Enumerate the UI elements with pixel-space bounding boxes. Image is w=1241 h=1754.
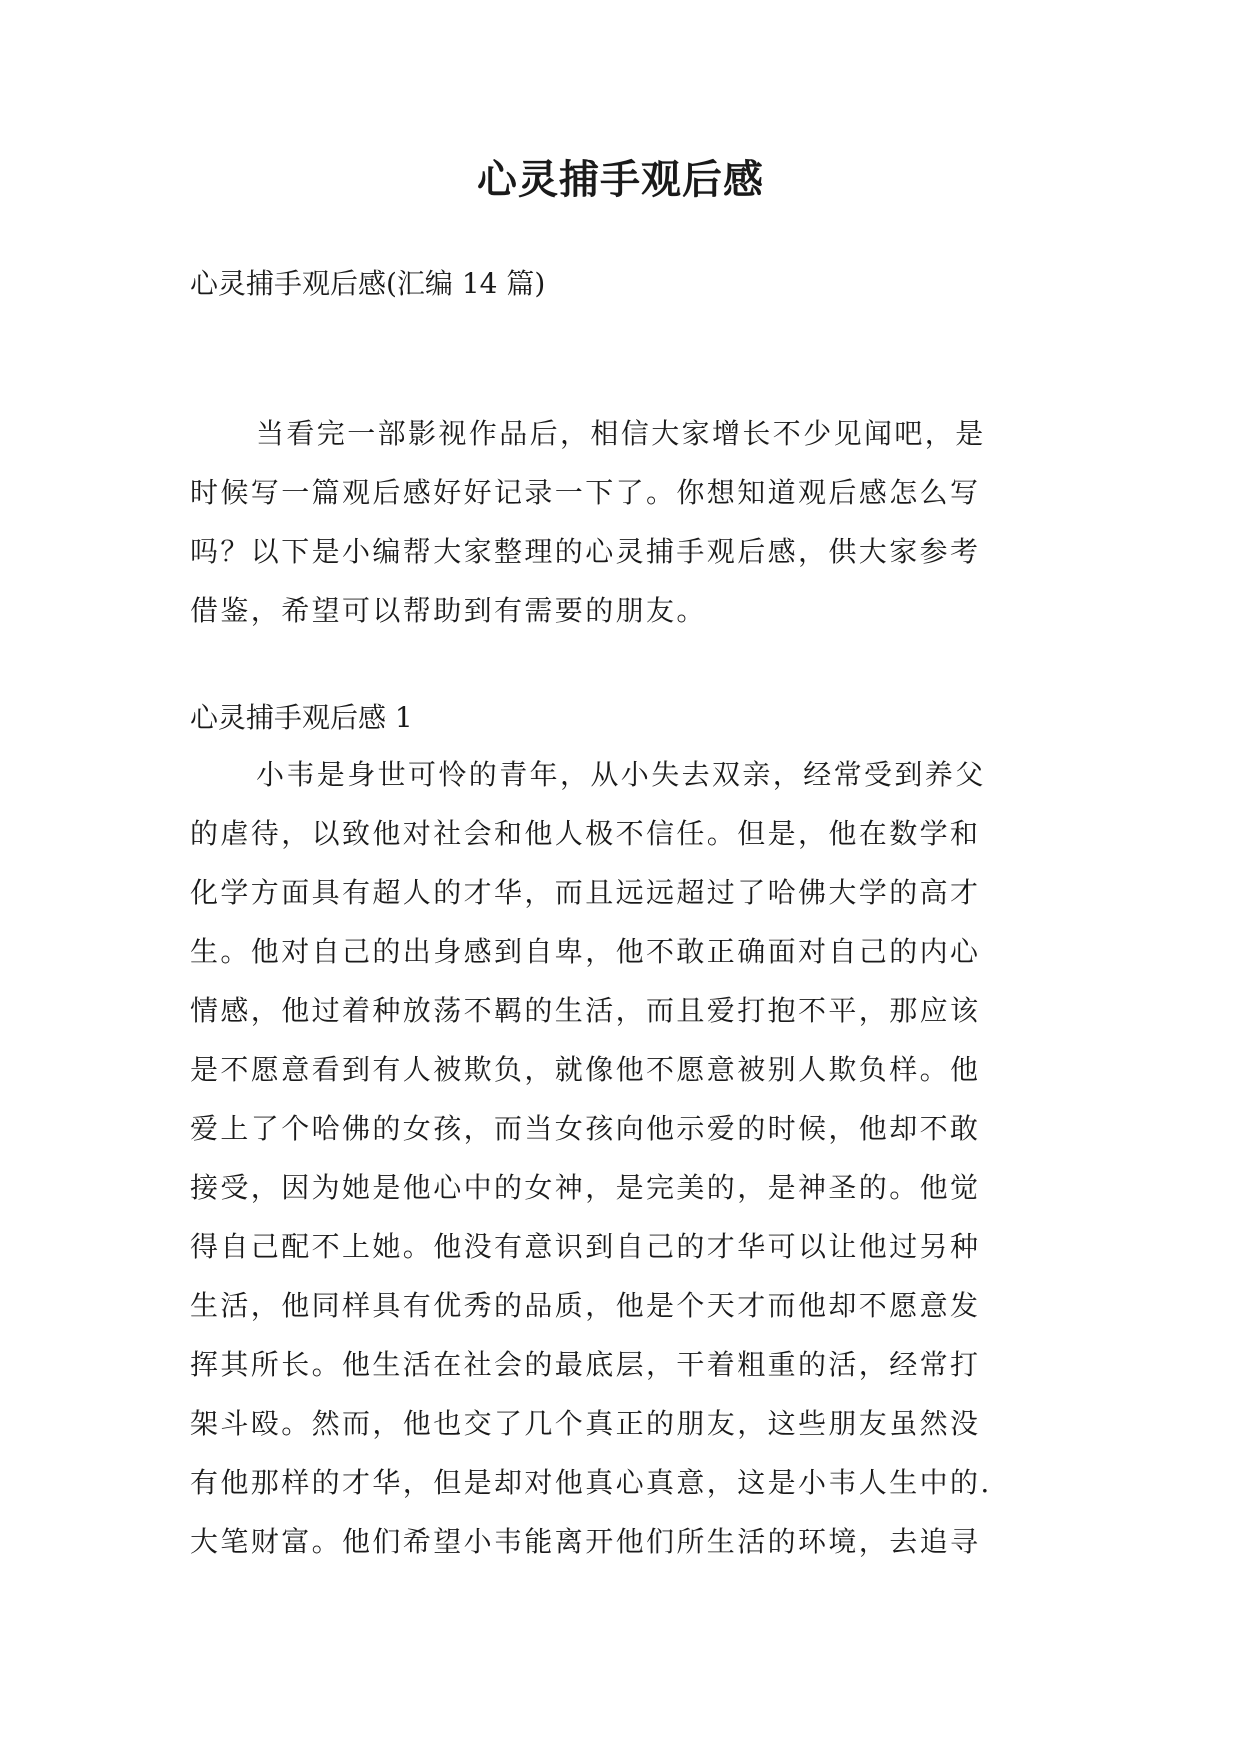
paragraph-line: 大笔财富。他们希望小韦能离开他们所生活的环境，去追寻 xyxy=(190,1525,981,1558)
paragraph-line: 借鉴，希望可以帮助到有需要的朋友。 xyxy=(190,594,707,627)
section-1-paragraph xyxy=(190,745,1060,1571)
paragraph-line: 生活，他同样具有优秀的品质，他是个天才而他却不愿意发 xyxy=(190,1289,981,1322)
paragraph-line: 当看完一部影视作品后，相信大家增长不少见闻吧，是 xyxy=(256,417,986,450)
paragraph-line: 爱上了个哈佛的女孩，而当女孩向他示爱的时候，他却不敢 xyxy=(190,1112,981,1145)
paragraph-line: 接受，因为她是他心中的女神，是完美的，是神圣的。他觉 xyxy=(190,1171,981,1204)
paragraph-line: 情感，他过着种放荡不羁的生活，而且爱打抱不平，那应该 xyxy=(190,994,981,1027)
section-heading: 心灵捕手观后感 1 xyxy=(190,701,413,734)
paragraph-line: 架斗殴。然而，他也交了几个真正的朋友，这些朋友虽然没 xyxy=(190,1407,981,1440)
intro-paragraph xyxy=(190,404,1060,640)
document-subtitle: 心灵捕手观后感(汇编 14 篇) xyxy=(190,267,546,300)
paragraph-line: 是不愿意看到有人被欺负，就像他不愿意被别人欺负样。他 xyxy=(190,1053,981,1086)
paragraph-line: 挥其所长。他生活在社会的最底层，干着粗重的活，经常打 xyxy=(190,1348,981,1381)
page-title: 心灵捕手观后感 xyxy=(477,156,764,203)
paragraph-line: 化学方面具有超人的才华，而且远远超过了哈佛大学的高才 xyxy=(190,876,981,909)
paragraph-line: 生。他对自己的出身感到自卑，他不敢正确面对自己的内心 xyxy=(190,935,981,968)
paragraph-line: 小韦是身世可怜的青年，从小失去双亲，经常受到养父 xyxy=(256,758,986,791)
paragraph-line: 的虐待，以致他对社会和他人极不信任。但是，他在数学和 xyxy=(190,817,981,850)
paragraph-line: 得自己配不上她。他没有意识到自己的才华可以让他过另种 xyxy=(190,1230,981,1263)
paragraph-line: 时候写一篇观后感好好记录一下了。你想知道观后感怎么写 xyxy=(190,476,981,509)
paragraph-line: 吗？以下是小编帮大家整理的心灵捕手观后感，供大家参考 xyxy=(190,535,981,568)
paragraph-line: 有他那样的才华，但是却对他真心真意，这是小韦人生中的. xyxy=(190,1466,992,1499)
